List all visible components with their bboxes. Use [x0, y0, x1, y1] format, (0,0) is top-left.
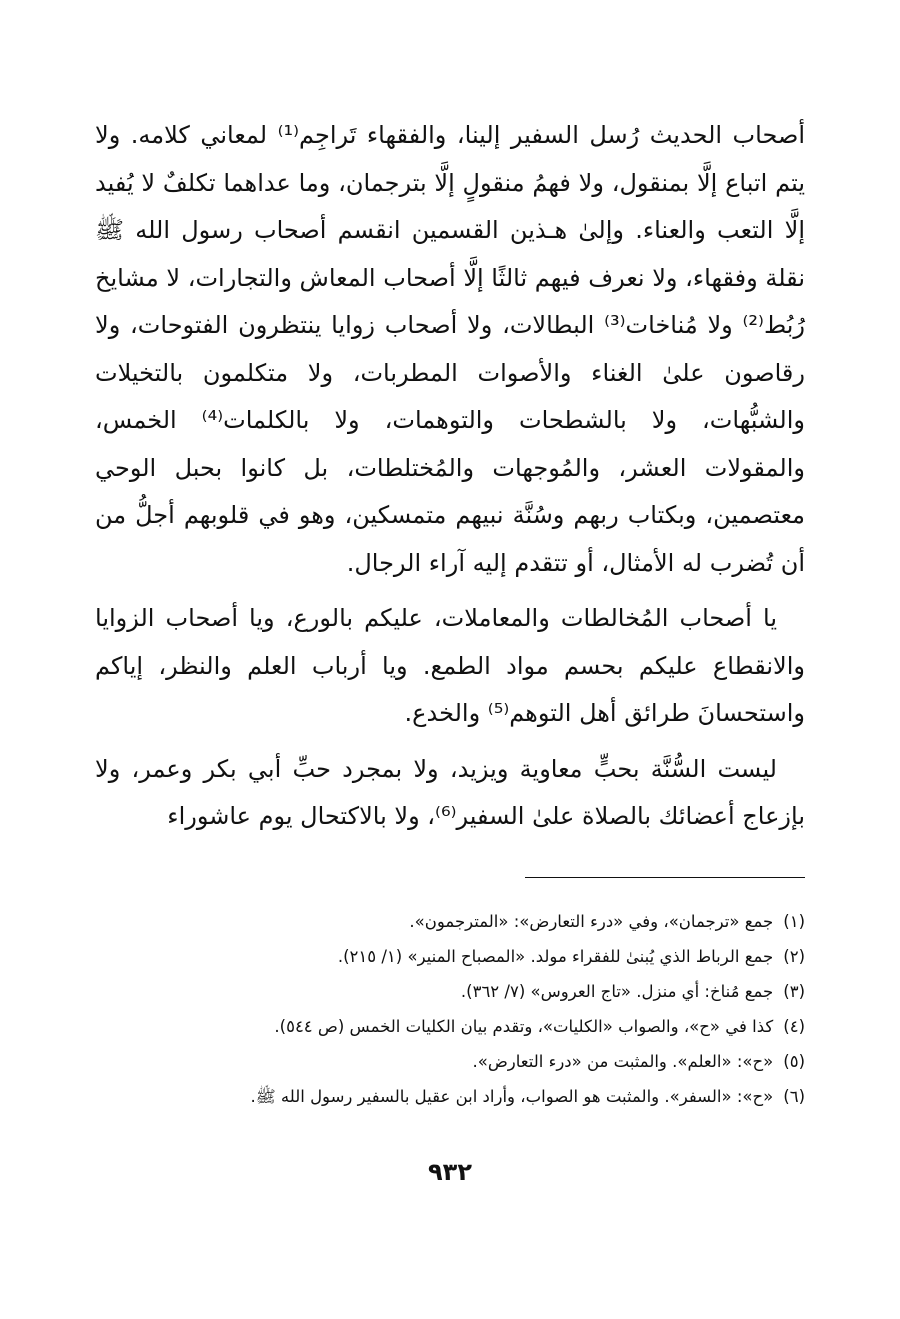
footnote-text: كذا في «ح»، والصواب «الكليات»، وتقدم بيان الكليات الخمس (ص ٥٤٤). — [274, 1017, 774, 1036]
footnote-divider — [525, 877, 805, 878]
footnote-6 — [95, 1079, 805, 1114]
paragraph-1: أصحاب الحديث رُسل السفير إلينا، والفقهاء تَراجِم⁽¹⁾ لمعاني كلامه. ولا يتم اتباع إلَّا بمنقول، ولا فهمُ منقولٍ إلَّا بترجمان، وما عداهما تكلفٌ لا يُفيد إلَّا التعب والعناء. وإلىٰ هـذين القسمين انقسم أصحاب رسول الله ﷺ نقلة وفقهاء، ولا نعرف فيهم ثالثًا إلَّا أصحاب المعاش والتجارات، لا مشايخ رُبُط⁽²⁾ ولا مُناخات⁽³⁾ البطالات، ولا أصحاب زوايا ينتظرون الفتوحات، ولا رقاصون علىٰ الغناء والأصوات المطربات، ولا متكلمون بالتخيلات والشبُّهات، ولا بالشطحات والتوهمات، ولا بالكلمات⁽⁴⁾ الخمس، والمقولات العشر، والمُوجهات والمُختلطات، بل كانوا بحبل الوحي معتصمين، وبكتاب ربهم وسُنَّة نبيهم متمسكين، وهو في قلوبهم أجلُّ من أن تُضرب له الأمثال، أو تتقدم إليه آراء الرجال. — [95, 121, 805, 577]
footnote-number: (٢) — [783, 947, 805, 966]
footnote-number: (٥) — [783, 1052, 805, 1071]
paragraph-3: ليست السُّنَّة بحبٍّ معاوية ويزيد، ولا بمجرد حبِّ أبي بكر وعمر، ولا بإزعاج أعضائك بالصلاة علىٰ السفير⁽⁶⁾، ولا بالاكتحال يوم عاشوراء — [95, 754, 805, 830]
footnote-text: «ح»: «السفر». والمثبت هو الصواب، وأراد ابن عقيل بالسفير رسول الله ﷺ. — [250, 1087, 774, 1106]
footnote-2 — [95, 939, 805, 974]
main-text — [95, 112, 805, 849]
footnotes — [95, 904, 805, 1114]
paragraph-2: يا أصحاب المُخالطات والمعاملات، عليكم بالورع، ويا أصحاب الزوايا والانقطاع عليكم بحسم مواد الطمع. ويا أرباب العلم والنظر، إياكم واستحسانَ طرائق أهل التوهم⁽⁵⁾ والخدع. — [95, 604, 805, 727]
footnote-text: جمع الرباط الذي يُبنىٰ للفقراء مولد. «المصباح المنير» (١/ ٢١٥). — [337, 947, 774, 966]
footnote-number: (٤) — [783, 1017, 805, 1036]
page-number: ٩٣٢ — [428, 1158, 472, 1186]
footnote-text: جمع مُناخ: أي منزل. «تاج العروس» (٧/ ٣٦٢). — [460, 982, 774, 1001]
footnote-3 — [95, 974, 805, 1009]
footnote-text: جمع «ترجمان»، وفي «درء التعارض»: «المترجمون». — [409, 912, 774, 931]
footnote-number: (٦) — [783, 1087, 805, 1106]
footnote-number: (١) — [783, 912, 805, 931]
footnote-text: «ح»: «العلم». والمثبت من «درء التعارض». — [472, 1052, 774, 1071]
footnote-number: (٣) — [783, 982, 805, 1001]
footnote-4 — [95, 1009, 805, 1044]
footnote-1 — [95, 904, 805, 939]
footnote-5 — [95, 1044, 805, 1079]
